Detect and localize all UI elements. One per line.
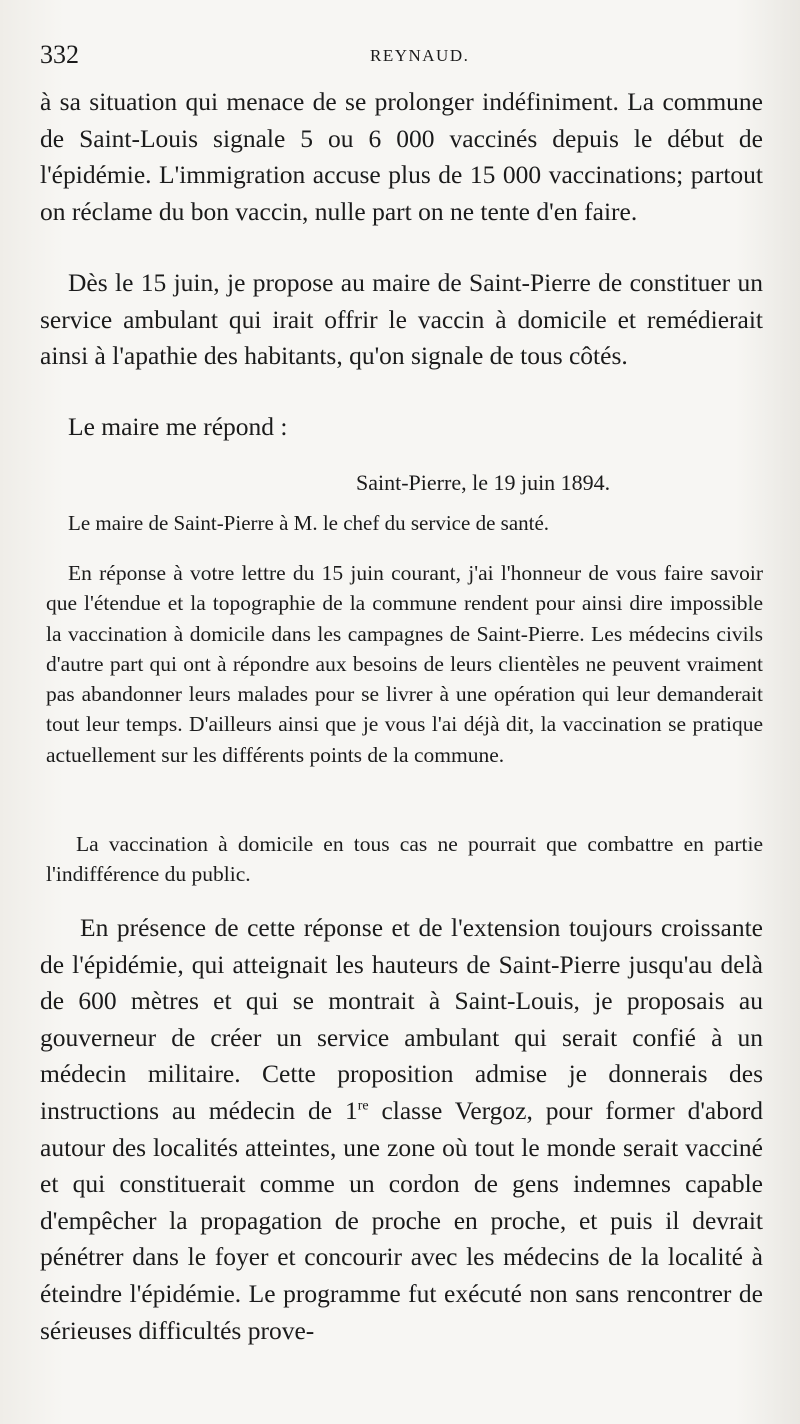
paragraph-mayor-reply-intro: Le maire me répond :	[68, 412, 288, 441]
letter-header: Le maire de Saint-Pierre à M. le chef du service de santé.	[68, 511, 550, 535]
paragraph-proposal: Dès le 15 juin, je propose au maire de Saint-Pierre de constituer un service ambulant qui irait offrir le vaccin à domicile et remédierait ainsi à l'apathie des habitants, qu'on signale de tous côtés.	[40, 268, 763, 371]
letter-body-paragraph-2: La vaccination à domicile en tous cas ne pourrait que combattre en partie l'indifférence du public.	[46, 832, 763, 887]
ordinal-superscript: re	[357, 1098, 369, 1114]
letter-dateline: Saint-Pierre, le 19 juin 1894.	[356, 470, 611, 495]
page-header	[40, 40, 760, 76]
paragraph-text-part-1: En présence de cette réponse et de l'extension toujours croissante de l'épidémie, qui atteignait les hauteurs de Saint-Pierre jusqu'au delà de 600 mètres et qui se montrait à Saint-Louis, je proposais au gouverneur de créer un service ambulant qui serait confié à un médecin militaire. Cette proposition admise je donnerais des instructions au médecin de 1	[40, 913, 763, 1125]
running-head: REYNAUD.	[370, 46, 470, 65]
paragraph-service-ambulant	[40, 910, 763, 1349]
page-number: 332	[40, 40, 79, 69]
paragraph-continuation: à sa situation qui menace de se prolonger indéfiniment. La commune de Saint-Louis signale 5 ou 6 000 vaccinés depuis le début de l'épidémie. L'immigration accuse plus de 15 000 vaccinations; partout on réclame du bon vaccin, nulle part on ne tente d'en faire.	[40, 87, 763, 226]
letter-body-paragraph-1: En réponse à votre lettre du 15 juin courant, j'ai l'honneur de vous faire savoir que l'étendue et la topographie de la commune rendent pour ainsi dire impossible la vaccination à domicile dans les campagnes de Saint-Pierre. Les médecins civils d'autre part qui ont à répondre aux besoins de leurs clientèles ne peuvent vraiment pas abandonner leurs malades pour se livrer à une opération qui leur demanderait tout leur temps. D'ailleurs ainsi que je vous l'ai déjà dit, la vaccination se pratique actuellement sur les différents points de la commune.	[46, 561, 763, 767]
paragraph-text-part-2: classe Vergoz, pour former d'abord autour des localités atteintes, une zone où tout le monde serait vacciné et qui constituerait comme un cordon de gens indemnes capable d'empêcher la propagation de proche en proche, et puis il devrait pénétrer dans le foyer et concourir avec les médecins de la localité à éteindre l'épidémie. Le programme fut exécuté non sans rencontrer de sérieuses difficultés prove-	[40, 1095, 763, 1345]
